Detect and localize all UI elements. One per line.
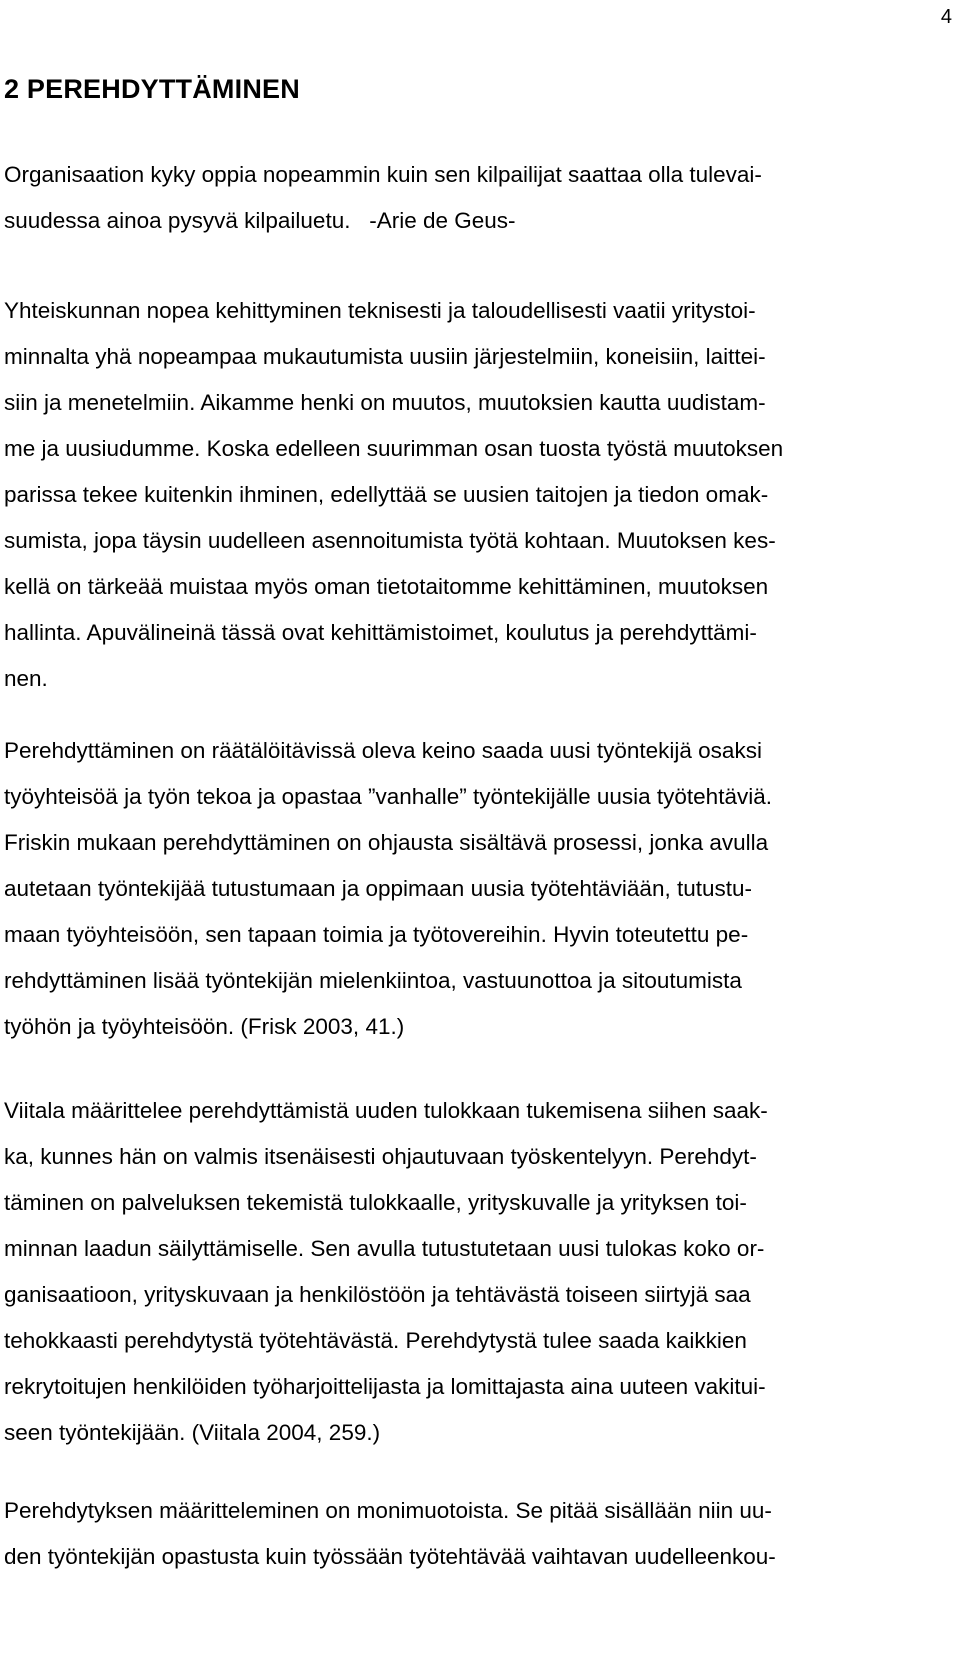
text-line: me ja uusiudumme. Koska edelleen suurimman osan tuosta työstä muutoksen	[4, 436, 784, 461]
text-line: parissa tekee kuitenkin ihminen, edellyttää se uusien taitojen ja tiedon omak-	[4, 482, 769, 507]
text-line: autetaan työntekijää tutustumaan ja oppimaan uusia työtehtäviään, tutustu-	[4, 876, 752, 901]
text-line: tehokkaasti perehdytystä työtehtävästä. Perehdytystä tulee saada kaikkien	[4, 1328, 747, 1353]
text-line: seen työntekijään. (Viitala 2004, 259.)	[4, 1420, 381, 1445]
paragraph-change	[4, 288, 783, 702]
paragraph-viitala	[4, 1088, 768, 1456]
text-line: minnan laadun säilyttämiselle. Sen avulla tutustutetaan uusi tulokas koko or-	[4, 1236, 765, 1261]
chapter-heading: 2 PEREHDYTTÄMINEN	[4, 74, 300, 104]
text-line: Yhteiskunnan nopea kehittyminen teknisesti ja taloudellisesti vaatii yritystoi-	[4, 298, 756, 323]
page-number: 4	[940, 6, 952, 28]
text-line: ganisaatioon, yrityskuvaan ja henkilöstöön ja tehtävästä toiseen siirtyjä saa	[4, 1282, 751, 1307]
paragraph-definition	[4, 1488, 776, 1580]
text-line: suudessa ainoa pysyvä kilpailuetu. -Arie de Geus-	[4, 208, 516, 233]
paragraph-frisk	[4, 728, 772, 1050]
text-line: kellä on tärkeää muistaa myös oman tietotaitomme kehittäminen, muutoksen	[4, 574, 769, 599]
text-line: Perehdytyksen määritteleminen on monimuotoista. Se pitää sisällään niin uu-	[4, 1498, 772, 1523]
text-line: työyhteisöä ja työn tekoa ja opastaa ”vanhalle” työntekijälle uusia työtehtäviä.	[4, 784, 772, 809]
text-line: siin ja menetelmiin. Aikamme henki on muutos, muutoksien kautta uudistam-	[4, 390, 766, 415]
motto-quote	[4, 152, 762, 244]
text-line: täminen on palveluksen tekemistä tulokkaalle, yrityskuvalle ja yrityksen toi-	[4, 1190, 747, 1215]
text-line: hallinta. Apuvälineinä tässä ovat kehittämistoimet, koulutus ja perehdyttämi-	[4, 620, 757, 645]
text-line: minnalta yhä nopeampaa mukautumista uusiin järjestelmiin, koneisiin, laittei-	[4, 344, 766, 369]
text-line: rekrytoitujen henkilöiden työharjoittelijasta ja lomittajasta aina uuteen vakitui-	[4, 1374, 766, 1399]
text-line: ka, kunnes hän on valmis itsenäisesti ohjautuvaan työskentelyyn. Perehdyt-	[4, 1144, 757, 1169]
text-line: nen.	[4, 666, 48, 691]
text-line: Viitala määrittelee perehdyttämistä uuden tulokkaan tukemisena siihen saak-	[4, 1098, 768, 1123]
text-line: maan työyhteisöön, sen tapaan toimia ja työtovereihin. Hyvin toteutettu pe-	[4, 922, 749, 947]
text-line: rehdyttäminen lisää työntekijän mielenkiintoa, vastuunottoa ja sitoutumista	[4, 968, 742, 993]
text-line: Organisaation kyky oppia nopeammin kuin sen kilpailijat saattaa olla tulevai-	[4, 162, 762, 187]
text-line: Perehdyttäminen on räätälöitävissä oleva keino saada uusi työntekijä osaksi	[4, 738, 762, 763]
text-line: työhön ja työyhteisöön. (Frisk 2003, 41.)	[4, 1014, 405, 1039]
text-line: sumista, jopa täysin uudelleen asennoitumista työtä kohtaan. Muutoksen kes-	[4, 528, 776, 553]
text-line: Friskin mukaan perehdyttäminen on ohjausta sisältävä prosessi, jonka avulla	[4, 830, 769, 855]
text-line: den työntekijän opastusta kuin työssään työtehtävää vaihtavan uudelleenkou-	[4, 1544, 776, 1569]
